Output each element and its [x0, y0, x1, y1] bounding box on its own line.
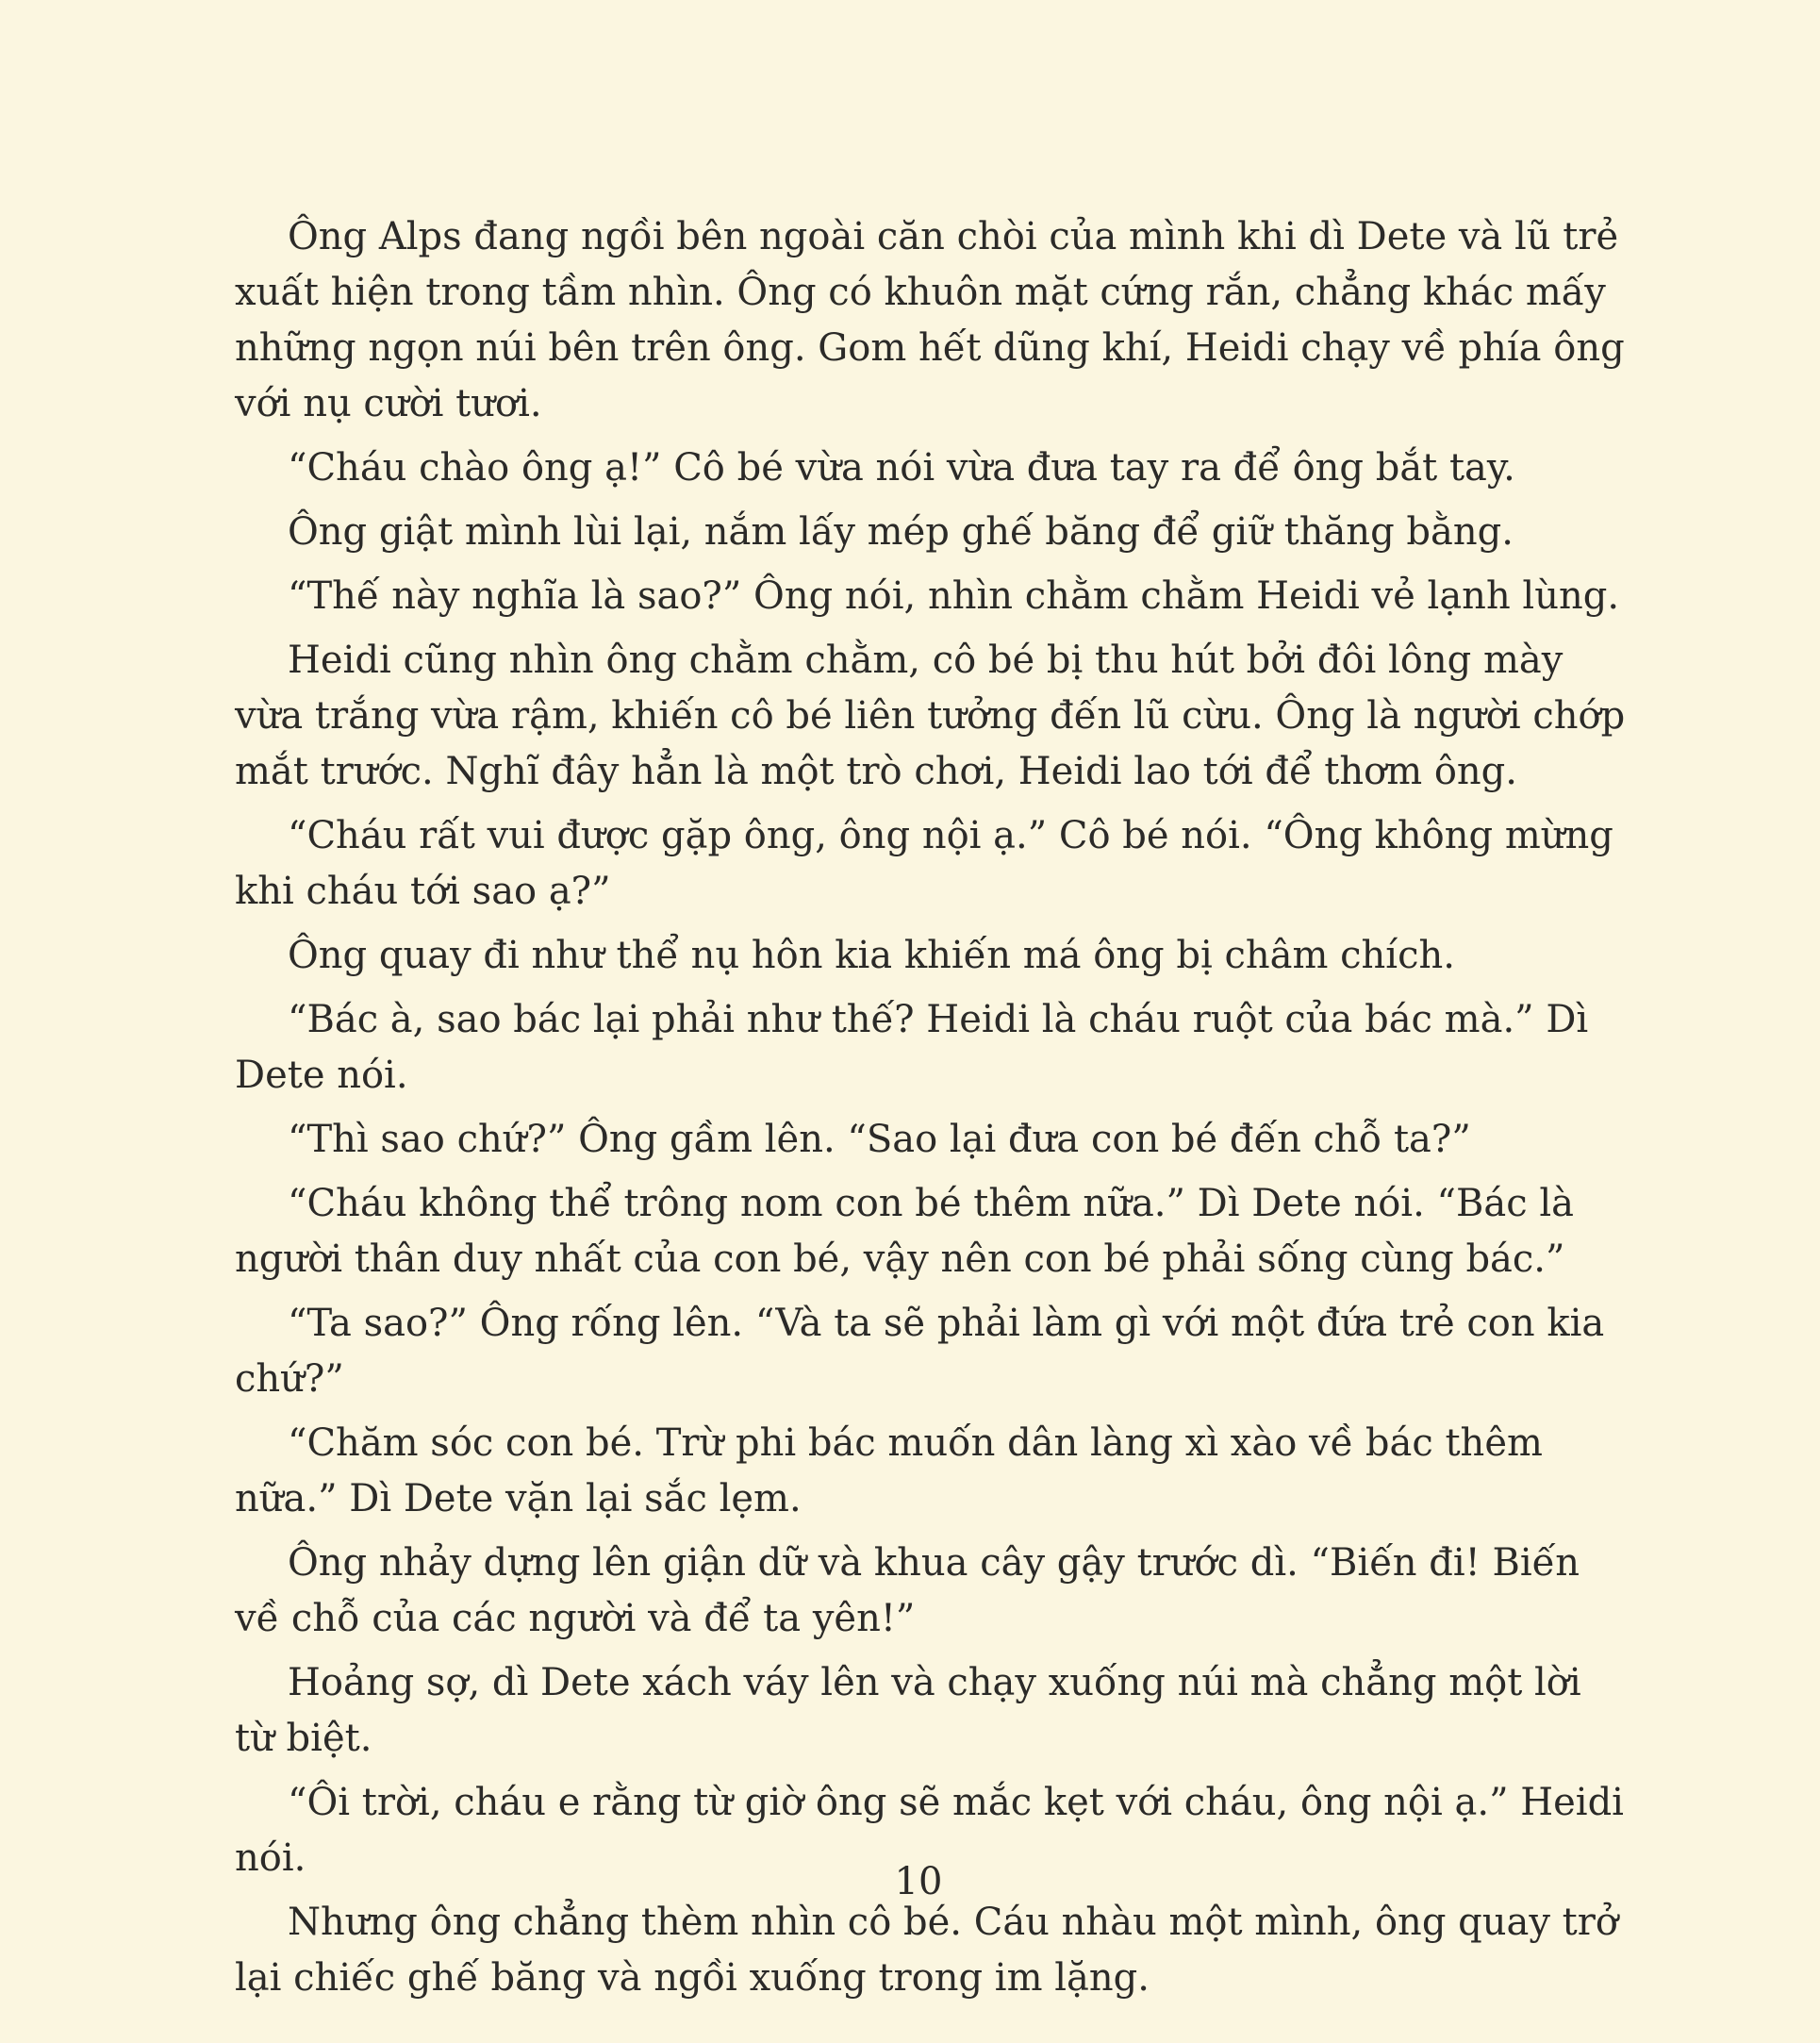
paragraph-6: “Cháu rất vui được gặp ông, ông nội ạ.” Cô bé nói. “Ông không mừng khi cháu tới sao ạ?” — [235, 814, 1613, 913]
paragraph-16: Nhưng ông chẳng thèm nhìn cô bé. Cáu nhàu một mình, ông quay trở lại chiếc ghế băng và ngồi xuống trong im lặng. — [235, 1901, 1618, 2000]
paragraph-3: Ông giật mình lùi lại, nắm lấy mép ghế băng để giữ thăng bằng. — [288, 510, 1514, 554]
paragraph-12: “Chăm sóc con bé. Trừ phi bác muốn dân làng xì xào về bác thêm nữa.” Dì Dete vặn lại sắc lẹm. — [235, 1421, 1543, 1520]
paragraph-15: “Ôi trời, cháu e rằng từ giờ ông sẽ mắc kẹt với cháu, ông nội ạ.” Heidi nói. — [235, 1781, 1624, 1880]
paragraph-10: “Cháu không thể trông nom con bé thêm nữa.” Dì Dete nói. “Bác là người thân duy nhất của con bé, vậy nên con bé phải sống cùng bác.” — [235, 1182, 1574, 1281]
story-text — [235, 209, 1630, 2015]
paragraph-14: Hoảng sợ, dì Dete xách váy lên và chạy xuống núi mà chẳng một lời từ biệt. — [235, 1661, 1581, 1760]
paragraph-4: “Thế này nghĩa là sao?” Ông nói, nhìn chằm chằm Heidi vẻ lạnh lùng. — [288, 574, 1620, 618]
paragraph-5: Heidi cũng nhìn ông chằm chằm, cô bé bị thu hút bởi đôi lông mày vừa trắng vừa rậm, khiến cô bé liên tưởng đến lũ cừu. Ông là người chớp mắt trước. Nghĩ đây hẳn là một trò chơi, Heidi lao tới để thơm ông. — [235, 639, 1626, 793]
paragraph-1: Ông Alps đang ngồi bên ngoài căn chòi của mình khi dì Dete và lũ trẻ xuất hiện trong tầm nhìn. Ông có khuôn mặt cứng rắn, chẳng khác mấy những ngọn núi bên trên ông. Gom hết dũng khí, Heidi chạy về phía ông với nụ cười tươi. — [235, 215, 1625, 425]
paragraph-13: Ông nhảy dựng lên giận dữ và khua cây gậy trước dì. “Biến đi! Biến về chỗ của các người và để ta yên!” — [235, 1541, 1580, 1640]
paragraph-11: “Ta sao?” Ông rống lên. “Và ta sẽ phải làm gì với một đứa trẻ con kia chứ?” — [235, 1302, 1605, 1401]
paragraph-2: “Cháu chào ông ạ!” Cô bé vừa nói vừa đưa tay ra để ông bắt tay. — [288, 446, 1515, 490]
paragraph-7: Ông quay đi như thể nụ hôn kia khiến má ông bị châm chích. — [288, 934, 1455, 977]
paragraph-9: “Thì sao chứ?” Ông gầm lên. “Sao lại đưa con bé đến chỗ ta?” — [288, 1118, 1471, 1161]
paragraph-8: “Bác à, sao bác lại phải như thế? Heidi là cháu ruột của bác mà.” Dì Dete nói. — [235, 998, 1589, 1097]
page-number: 10 — [894, 1860, 943, 1903]
